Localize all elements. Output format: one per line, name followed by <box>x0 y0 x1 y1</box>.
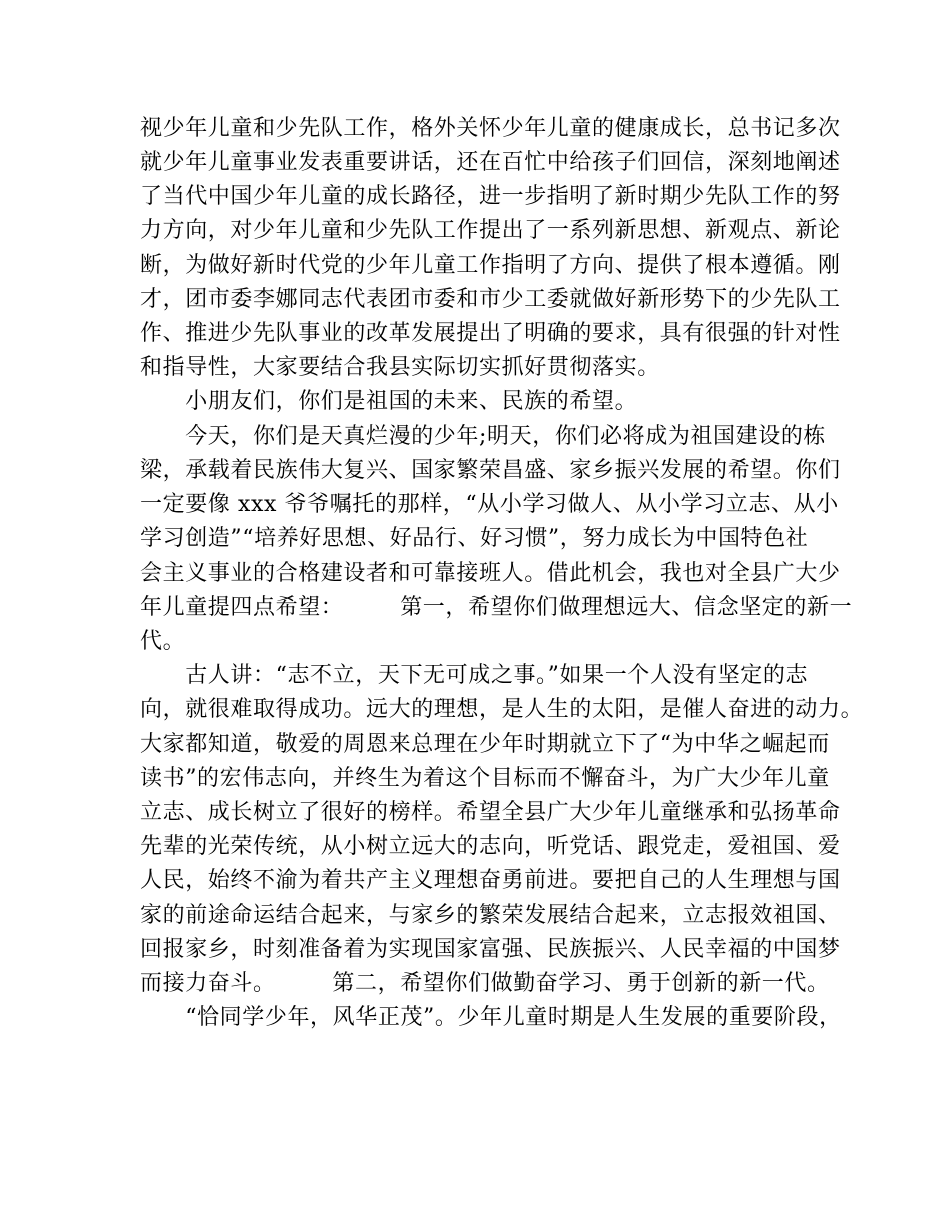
body-text-line: 年儿童提四点希望： 第一，希望你们做理想远大、信念坚定的新一 <box>140 595 853 620</box>
body-text-line: 今天，你们是天真烂漫的少年;明天，你们必将成为祖国建设的栋 <box>140 424 827 449</box>
body-text-line: “恰同学少年，风华正茂”。少年儿童时期是人生发展的重要阶段， <box>140 1005 842 1030</box>
body-text-line: 小朋友们，你们是祖国的未来、民族的希望。 <box>140 389 638 414</box>
body-text-line: 家的前途命运结合起来，与家乡的繁荣发展结合起来，立志报效祖国、 <box>140 903 841 928</box>
body-text-line: 向，就很难取得成功。远大的理想，是人生的太阳，是催人奋进的动力。 <box>140 697 864 722</box>
body-text-line: 断，为做好新时代党的少年儿童工作指明了方向、提供了根本遵循。刚 <box>140 253 841 278</box>
body-text-line: 和指导性，大家要结合我县实际切实抓好贯彻落实。 <box>140 355 660 380</box>
body-text-line: 先辈的光荣传统，从小树立远大的志向，听党话、跟党走，爱祖国、爱 <box>140 834 841 859</box>
body-text-line: 大家都知道，敬爱的周恩来总理在少年时期就立下了“为中华之崛起而 <box>140 732 830 757</box>
body-text-line: 才，团市委李娜同志代表团市委和市少工委就做好新形势下的少先队工 <box>140 287 841 312</box>
body-text-line: 梁，承载着民族伟大复兴、国家繁荣昌盛、家乡振兴发展的希望。你们 <box>140 458 841 483</box>
body-text-line: 视少年儿童和少先队工作，格外关怀少年儿童的健康成长，总书记多次 <box>140 116 841 141</box>
body-text-line: 回报家乡，时刻准备着为实现国家富强、民族振兴、人民幸福的中国梦 <box>140 937 841 962</box>
body-text-line: 力方向，对少年儿童和少先队工作提出了一系列新思想、新观点、新论 <box>140 218 841 243</box>
body-text-line: 人民，始终不渝为着共产主义理想奋勇前进。要把自己的人生理想与国 <box>140 868 841 893</box>
body-text-line: 代。 <box>140 629 186 654</box>
body-text-line: 读书”的宏伟志向，并终生为着这个目标而不懈奋斗，为广大少年儿童 <box>140 766 830 791</box>
body-text-line: 立志、成长树立了很好的榜样。希望全县广大少年儿童继承和弘扬革命 <box>140 800 841 825</box>
body-text-line: 一定要像 xxx 爷爷嘱托的那样，“从小学习做人、从小学习立志、从小 <box>140 492 839 517</box>
body-text-line: 作、推进少先队事业的改革发展提出了明确的要求，具有很强的针对性 <box>140 321 841 346</box>
body-text-line: 学习创造”“培养好思想、好品行、好习惯”，努力成长为中国特色社 <box>140 526 809 551</box>
body-text-line: 会主义事业的合格建设者和可靠接班人。借此机会，我也对全县广大少 <box>140 561 841 586</box>
body-text-line: 古人讲：“志不立，天下无可成之事。”如果一个人没有坚定的志 <box>140 663 809 688</box>
body-text-line: 了当代中国少年儿童的成长路径，进一步指明了新时期少先队工作的努 <box>140 184 841 209</box>
body-text-line: 就少年儿童事业发表重要讲话，还在百忙中给孩子们回信，深刻地阐述 <box>140 150 841 175</box>
body-text-line: 而接力奋斗。 第二，希望你们做勤奋学习、勇于创新的新一代。 <box>140 971 830 996</box>
